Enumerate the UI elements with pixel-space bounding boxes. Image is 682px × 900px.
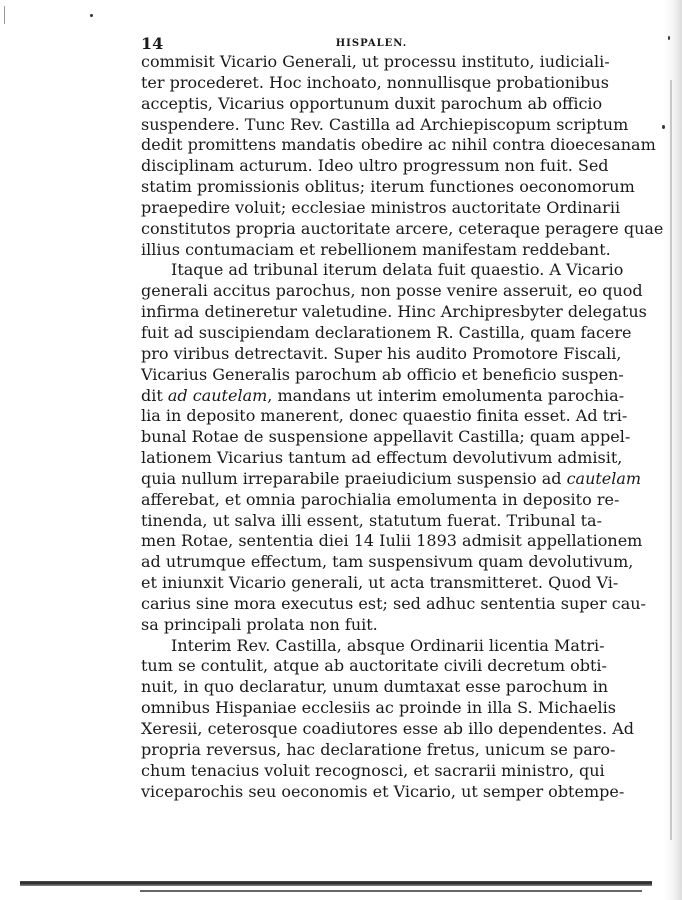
scan-speck xyxy=(662,125,665,129)
text-line: nuit, in quo declaratur, unum dumtaxat esse parochum in xyxy=(141,677,609,697)
text-line: Itaque ad tribunal iterum delata fuit quaestio. A Vicario xyxy=(171,260,624,280)
scan-speck xyxy=(668,36,670,40)
text-segment: dit xyxy=(141,385,168,405)
text-line: ter procederet. Hoc inchoato, nonnullisque probationibus xyxy=(141,72,609,92)
running-head: HISPALEN. xyxy=(335,38,408,49)
text-line: tinenda, ut salva illi essent, statutum fuerat. Tribunal ta- xyxy=(141,510,602,530)
italic-phrase: ad cautelam xyxy=(167,385,268,405)
text-line: tum se contulit, atque ab auctoritate civili decretum obti- xyxy=(141,656,607,676)
text-line: illius contumaciam et rebellionem manifestam reddebant. xyxy=(141,239,611,259)
text-line: men Rotae, sententia diei 14 Iulii 1893 admisit appellationem xyxy=(141,531,643,551)
scan-speck xyxy=(90,14,93,17)
text-line: omnibus Hispaniae ecclesiis ac proinde in illa S. Michaelis xyxy=(141,698,616,718)
text-line: disciplinam acturum. Ideo ultro progressum non fuit. Sed xyxy=(141,156,609,176)
italic-phrase: cautelam xyxy=(566,468,642,488)
text-line: carius sine mora executus est; sed adhuc sententia super cau- xyxy=(141,593,646,613)
text-line: chum tenacius voluit recognosci, et sacrarii ministro, qui xyxy=(141,760,605,780)
text-line: ad utrumque effectum, tam suspensivum quam devolutivum, xyxy=(141,552,634,572)
text-line: propria reversus, hac declaratione fretus, unicum se paro- xyxy=(141,739,616,759)
text-line: acceptis, Vicarius opportunum duxit parochum ab officio xyxy=(141,93,603,113)
scan-bottom-edge xyxy=(20,881,652,886)
text-line: constitutos propria auctoritate arcere, ceteraque peragere quae xyxy=(141,218,664,238)
text-line: et iniunxit Vicario generali, ut acta transmitteret. Quod Vi- xyxy=(141,573,619,593)
scan-edge xyxy=(664,0,682,900)
text-line: bunal Rotae de suspensione appellavit Castilla; quam appel- xyxy=(141,427,631,447)
text-segment: , mandans ut interim emolumenta parochia- xyxy=(267,385,625,405)
text-line: lia in deposito manerent, donec quaestio finita esset. Ad tri- xyxy=(141,406,628,426)
page-number: 14 xyxy=(141,34,164,53)
text-line: praepedire voluit; ecclesiae ministros auctoritate Ordinarii xyxy=(141,197,621,217)
text-line: Vicarius Generalis parochum ab officio et beneficio suspen- xyxy=(141,364,624,384)
text-line: sa principali prolata non fuit. xyxy=(141,614,378,634)
text-line: commisit Vicario Generali, ut processu instituto, iudiciali- xyxy=(141,52,610,71)
text-line: pro viribus detrectavit. Super his audito Promotore Fiscali, xyxy=(141,343,622,363)
scan-binding-line xyxy=(670,80,672,840)
text-line: generali accitus parochus, non posse venire asseruit, eo quod xyxy=(141,281,643,301)
margin-mark xyxy=(4,6,11,24)
scan-bottom-line xyxy=(140,890,642,892)
text-line: suspendere. Tunc Rev. Castilla ad Archiepiscopum scriptum xyxy=(141,114,629,134)
text-line xyxy=(141,385,625,407)
text-segment: quia nullum irreparabile praeiudicium suspensio ad xyxy=(141,468,567,488)
text-line: dedit promittens mandatis obedire ac nihil contra dioecesanam xyxy=(141,135,656,155)
text-line: Xeresii, ceterosque coadiutores esse ab illo dependentes. Ad xyxy=(141,719,634,738)
text-line: fuit ad suscipiendam declarationem R. Castilla, quam facere xyxy=(141,322,632,342)
page-header xyxy=(141,34,602,54)
text-line: infirma detineretur valetudine. Hinc Archipresbyter delegatus xyxy=(141,302,647,322)
body-text xyxy=(141,52,664,802)
text-line: Interim Rev. Castilla, absque Ordinarii licentia Matri- xyxy=(171,635,605,655)
text-line: viceparochis seu oeconomis et Vicario, ut semper obtempe- xyxy=(141,781,625,801)
text-line: statim promissionis oblitus; iterum functiones oeconomorum xyxy=(141,177,635,197)
text-line: afferebat, et omnia parochialia emolumenta in deposito re- xyxy=(141,489,620,509)
text-line: lationem Vicarius tantum ad effectum devolutivum admisit, xyxy=(141,448,623,468)
text-line xyxy=(141,468,642,490)
